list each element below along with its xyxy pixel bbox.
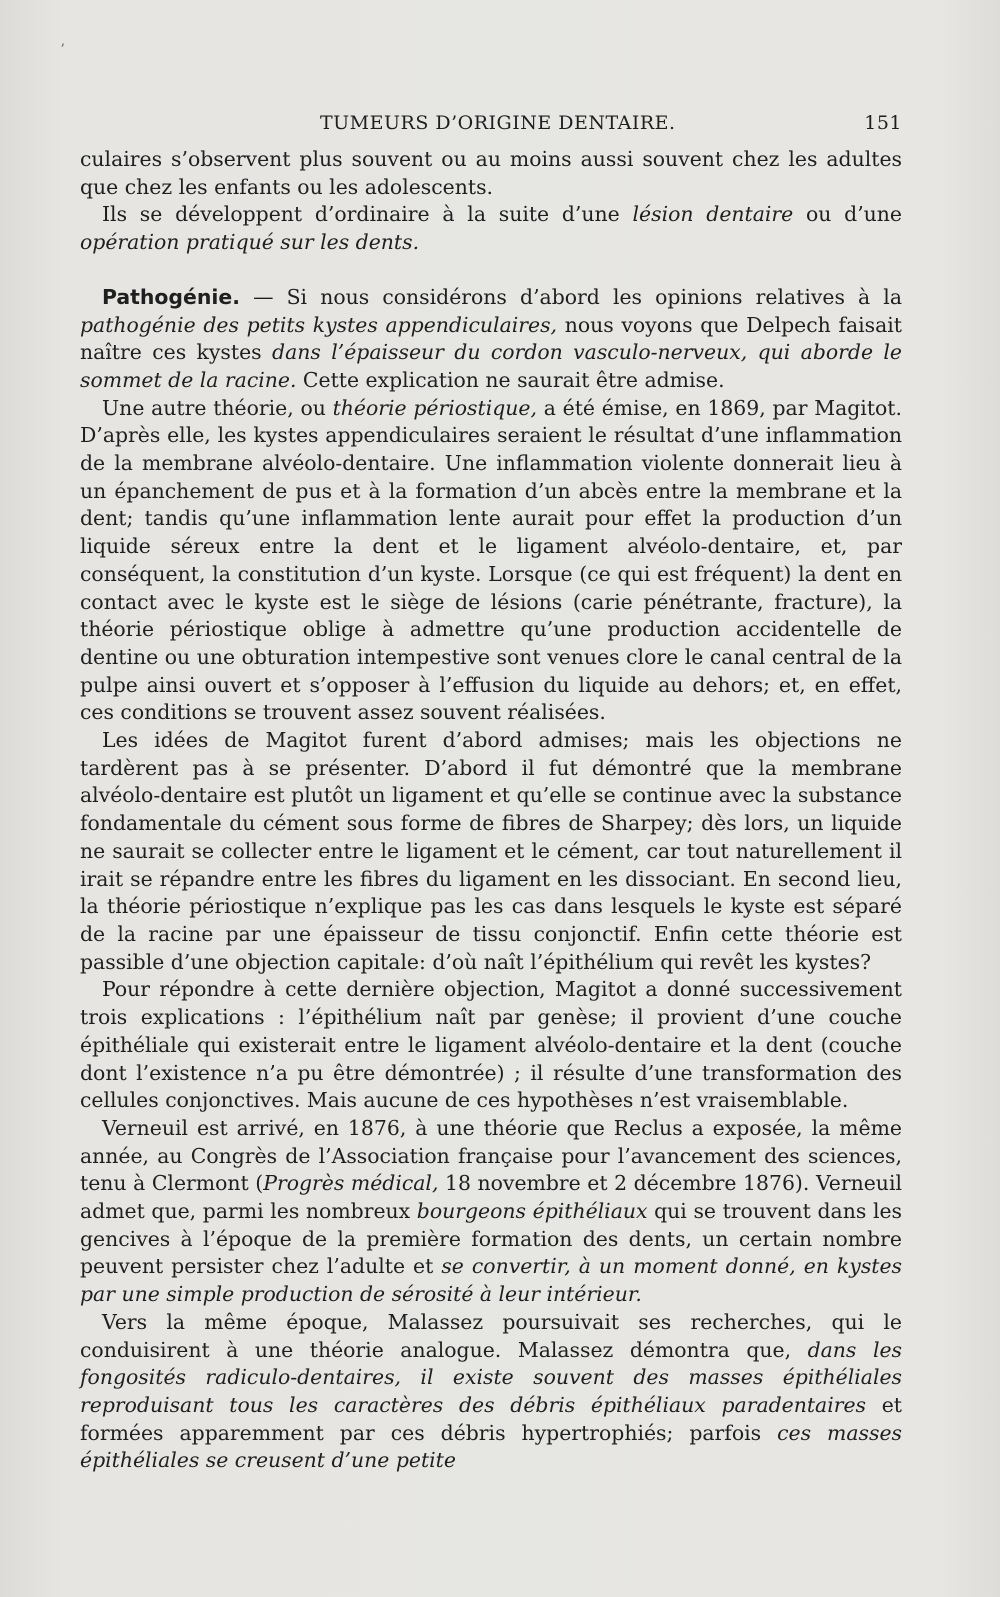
italic-text: dans les fongosités radiculo-dentaires, il existe souvent des masses épithéliales reproduisant tous les caractères des débris épithéliaux paradentaires <box>80 1337 902 1417</box>
text-run: Verneuil est arrivé, en 1876, à une théorie que Reclus a exposée, la même année, au Congrès de l’Association française pour l’avancement des sciences, tenu à Clermont ( <box>80 1115 902 1196</box>
text-run: Les idées de Magitot furent d’abord admises; mais les objections ne tardèrent pas à se présenter. D’abord il fut démontré que la membrane alvéolo-dentaire est plutôt un ligament et qu’elle se continue avec la substance fondamentale du cément sous forme de fibres de Sharpey; dès lors, un liquide ne saurait se collecter entre le ligament et le cément, car tout naturellement il irait se répandre entre les fibres du ligament en les dissociant. En second lieu, la théorie périostique n’explique pas les cas dans lesquels le kyste est séparé de la racine par une épaisseur de tissu conjonctif. Enfin cette théorie est passible d’une objection capitale: d’où naît l’épithélium qui revêt les kystes? <box>80 728 902 974</box>
text-run: culaires s’observent plus souvent ou au moins aussi souvent chez les adultes que chez les enfants ou les adolescents. <box>80 147 902 199</box>
paragraph <box>80 1115 902 1309</box>
italic-text: pathogénie des petits kystes appendiculaires, <box>80 312 558 337</box>
corner-mark: ʼ <box>60 42 65 58</box>
page-number: 151 <box>864 112 902 134</box>
text-run: Une autre théorie, ou <box>102 395 333 420</box>
section-heading: Pathogénie. <box>102 284 240 309</box>
text-run: qui se trouvent dans les gencives à l’époque de la première formation des dents, un certain nombre peuvent persister chez l’adulte et <box>80 1199 902 1279</box>
text-run: et formées apparemment par ces débris hypertrophiés; parfois <box>80 1392 902 1445</box>
text-run: Vers la même époque, Malassez poursuivait ses recherches, qui le conduisirent à une théorie analogue. Malassez démontra que, <box>80 1309 902 1362</box>
text-run: ou d’une <box>793 202 903 227</box>
text-run: Cette explication ne saurait être admise. <box>296 367 725 392</box>
italic-text: Progrès médical, <box>263 1171 439 1196</box>
text-run: nous voyons que Delpech faisait naître ces kystes <box>80 312 902 365</box>
italic-text: ces masses épithéliales se creusent d’une petite <box>80 1420 902 1473</box>
text-run: Ils se développent d’ordinaire à la suite d’une <box>102 202 633 227</box>
italic-text: se convertir, à un moment donné, en kystes par une simple production de sérosité à leur intérieur. <box>80 1254 903 1307</box>
text-run: Pour répondre à cette dernière objection, Magitot a donné successivement trois explications : l’épithélium naît par genèse; il provient d’une couche épithéliale qui existerait entre le ligament alvéolo-dentaire et la dent (couche dont l’existence n’a pu être démontrée) ; il résulte d’une transformation des cellules conjonctives. Mais aucune de ces hypothèses n’est vraisemblable. <box>80 977 902 1113</box>
italic-text: bourgeons épithéliaux <box>416 1199 648 1224</box>
paragraph <box>80 395 902 727</box>
text-run: — Si nous considérons d’abord les opinions relatives à la <box>239 284 902 309</box>
paragraph <box>80 727 902 976</box>
italic-text: dans l’épaisseur du cordon vasculo-nerveux, qui aborde le sommet de la racine. <box>80 340 903 392</box>
italic-text: opération pratiqué sur les dents. <box>80 230 420 255</box>
text-run: a été émise, en 1869, par Magitot. D’après elle, les kystes appendiculaires seraient le résultat d’une inflammation de la membrane alvéolo-dentaire. Une inflammation violente donnerait lieu à un épanchement de pus et à la formation d’un abcès entre la membrane et la dent; tandis qu’une inflammation lente aurait pour effet la production d’un liquide séreux entre la dent et le ligament alvéolo-dentaire, et, par conséquent, la constitution d’un kyste. Lorsque (ce qui est fréquent) la dent en contact avec le kyste est le siège de lésions (carie pénétrante, fracture), la théorie périostique oblige à admettre qu’une production accidentelle de dentine ou une obturation intempestive sont venues clore le canal central de la pulpe ainsi ouvert et s’opposer à l’effusion du liquide au dehors; et, en effet, ces conditions se trouvent assez souvent réalisées. <box>80 395 902 725</box>
paragraph <box>80 1309 902 1475</box>
paragraph <box>80 146 902 201</box>
running-title: TUMEURS D’ORIGINE DENTAIRE. <box>320 112 676 134</box>
paragraph <box>80 976 902 1115</box>
paragraph <box>80 284 902 395</box>
paragraph <box>80 201 902 256</box>
body-text <box>80 146 902 1475</box>
text-run: 18 novembre et 2 décembre 1876). Verneuil admet que, parmi les nombreux <box>80 1171 902 1224</box>
italic-text: lésion dentaire <box>632 202 794 227</box>
italic-text: théorie périostique, <box>332 395 537 420</box>
